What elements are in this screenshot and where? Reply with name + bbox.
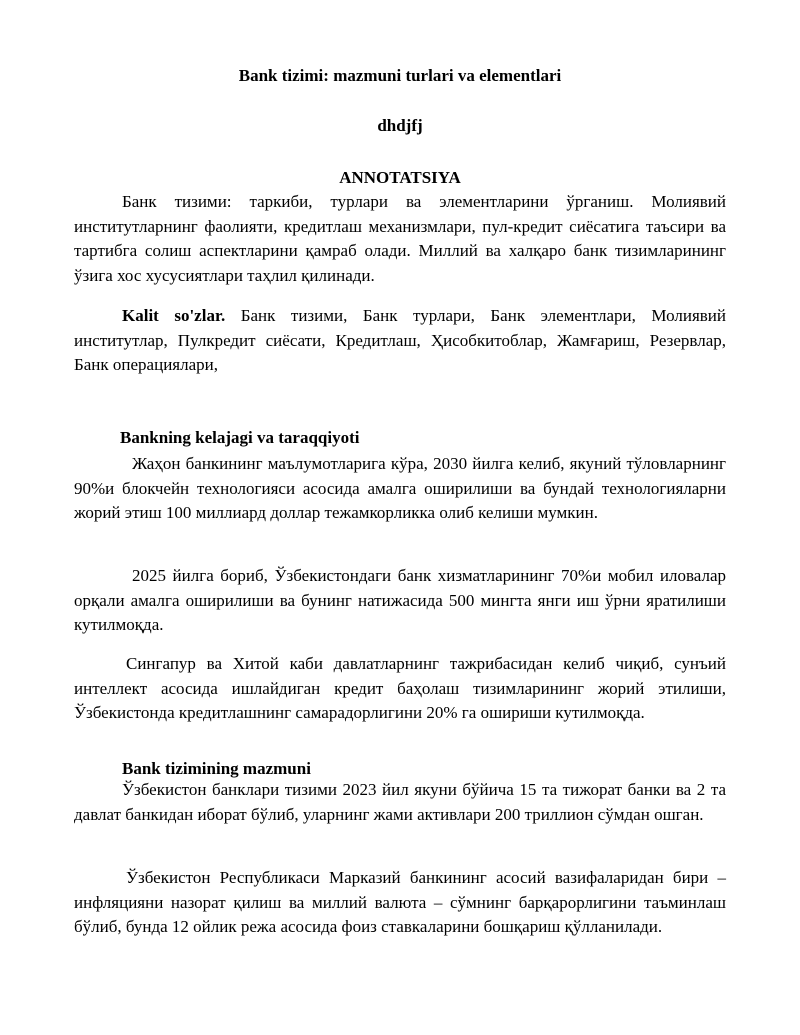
document-title: Bank tizimi: mazmuni turlari va elementlari bbox=[238, 66, 562, 85]
paragraph-ai-credit: Сингапур ва Хитой каби давлатларнинг тажрибасидан келиб чиқиб, сунъий интеллект асосида ишлайдиган кредит баҳолаш тизимларининг жорий этилиши, Ўзбекистонда кредитлашнинг самарадорлигини 20% га ошириши кутилмоқда. bbox=[74, 654, 726, 722]
keywords-label: Kalit so'zlar. bbox=[122, 306, 226, 325]
annotation-heading: ANNOTATSIYA bbox=[339, 168, 461, 187]
paragraph-blockchain: Жаҳон банкининг маълумотларига кўра, 2030 йилга келиб, якуний тўловларнинг 90%и блокчейн технологияси асосида амалга оширилиши ва бундай технологияларни жорий этиш 100 миллиард доллар тежамкорликка олиб келиши мумкин. bbox=[74, 454, 726, 522]
keywords-paragraph bbox=[74, 304, 726, 378]
paragraph-banks-system: Ўзбекистон банклари тизими 2023 йил якуни бўйича 15 та тижорат банки ва 2 та давлат банкидан иборат бўлиб, уларнинг жами активлари 200 триллион сўмдан ошган. bbox=[74, 780, 726, 824]
keywords-text: Банк тизими, Банк турлари, Банк элементлари, Молиявий институтлар, Пулкредит сиёсати, Кредитлаш, Ҳисобкитоблар, Жамғариш, Резервлар, Банк операциялари, bbox=[74, 306, 726, 374]
annotation-paragraph: Банк тизими: таркиби, турлари ва элементларини ўрганиш. Молиявий институтларнинг фаолияти, кредитлаш механизмлари, пул-кредит сиёсатига таъсири ва тартибга солиш аспектларини қамраб олади. Миллий ва халқаро банк тизимларининг ўзига хос хусусиятлари таҳлил қилинади. bbox=[74, 192, 726, 285]
section-heading-content: Bank tizimining mazmuni bbox=[122, 759, 311, 778]
section-heading-future: Bankning kelajagi va taraqqiyoti bbox=[120, 428, 360, 447]
document-author: dhdjfj bbox=[377, 116, 423, 135]
paragraph-mobile: 2025 йилга бориб, Ўзбекистондаги банк хизматларининг 70%и мобил иловалар орқали амалга оширилиши ва бунинг натижасида 500 мингта янги иш ўрни яратилиши кутилмоқда. bbox=[74, 566, 726, 634]
paragraph-central-bank: Ўзбекистон Республикаси Марказий банкининг асосий вазифаларидан бири – инфляцияни назорат қилиш ва миллий валюта – сўмнинг барқарорлигини таъминлаш бўлиб, бунда 12 ойлик режа асосида фоиз ставкаларини бошқариш қўлланилади. bbox=[74, 868, 726, 936]
